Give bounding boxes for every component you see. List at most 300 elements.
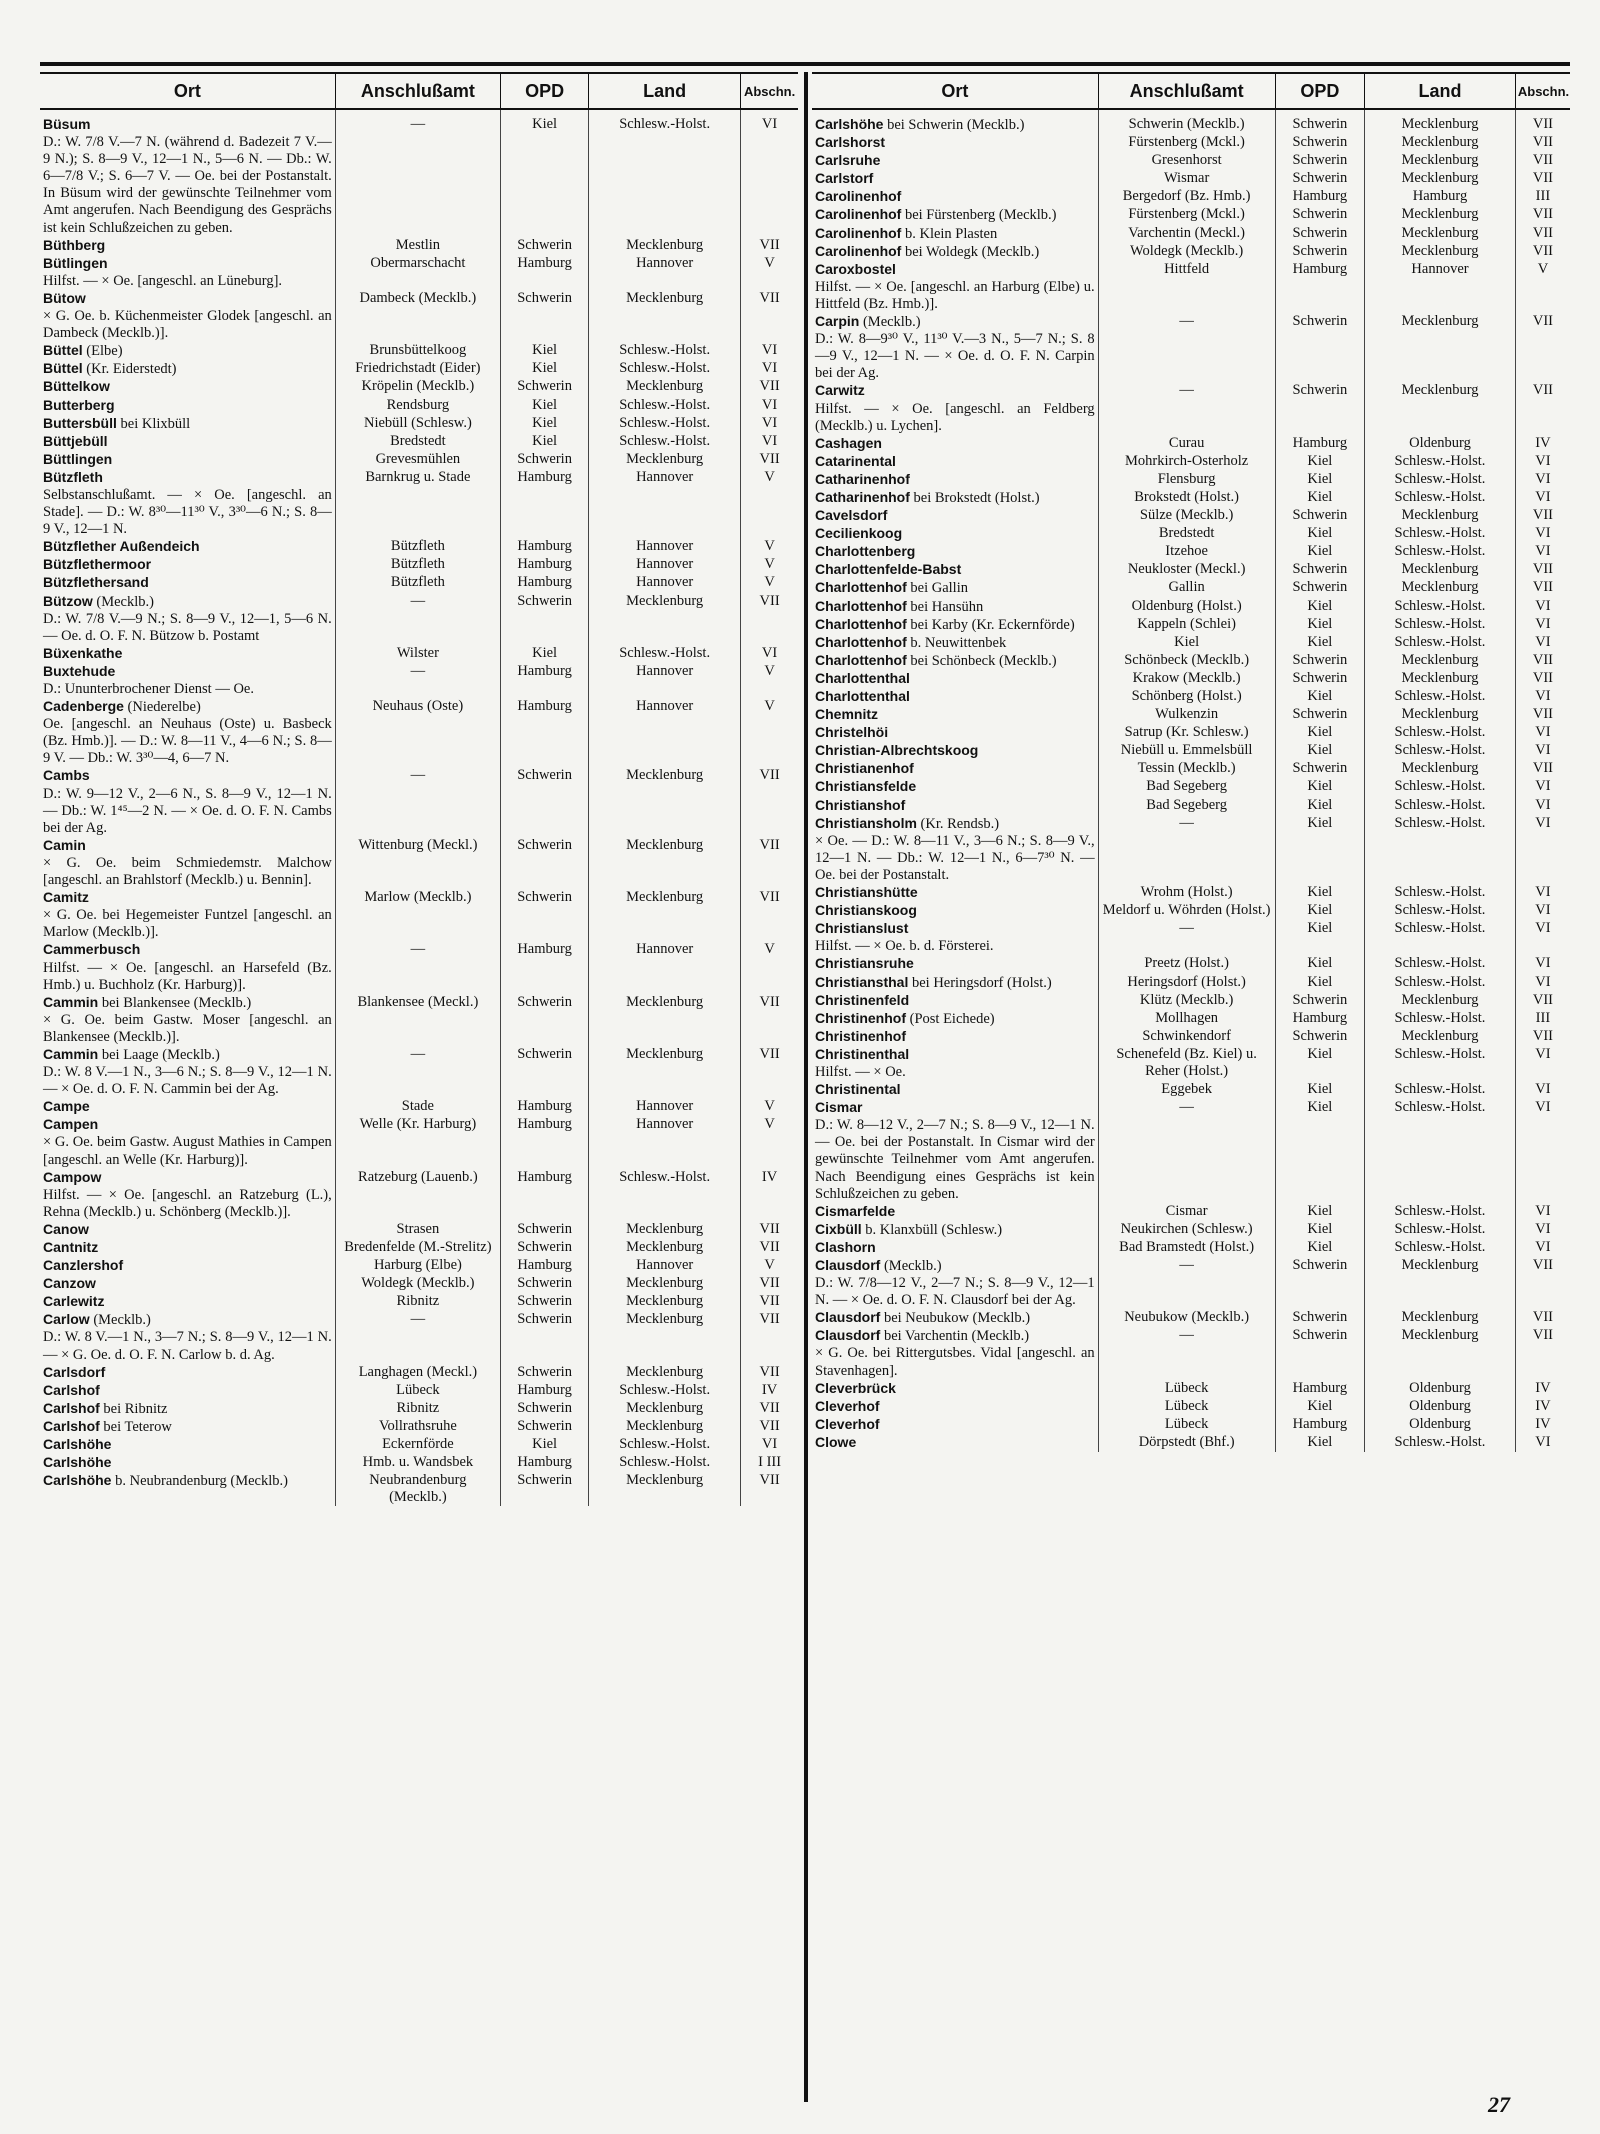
abschn-cell: VI [1515,543,1570,561]
anschlussamt-cell: Schwinkendorf [1098,1028,1275,1046]
ort-cell [40,663,335,698]
ort-cell [812,724,1098,742]
land-cell: Schlesw.-Holst. [589,415,741,433]
ort-cell [40,1382,335,1400]
ort-cell [812,1416,1098,1434]
opd-cell: Kiel [1275,884,1365,902]
anschlussamt-cell: Bad Bramstedt (Holst.) [1098,1239,1275,1257]
abschn-cell: I III [741,1454,798,1472]
land-cell: Schlesw.-Holst. [1365,1046,1516,1081]
land-cell: Mecklenburg [1365,706,1516,724]
land-cell: Schlesw.-Holst. [1365,1010,1516,1028]
land-cell: Hannover [589,1098,741,1116]
place-name: Canzow [43,1275,96,1292]
table-row [812,797,1570,815]
place-suffix: bei Heringsdorf (Holst.) [911,974,1052,991]
land-cell: Mecklenburg [589,593,741,645]
abschn-cell: VI [1515,1099,1570,1203]
land-cell: Hannover [589,698,741,767]
land-cell: Schlesw.-Holst. [1365,1081,1516,1099]
place-details: Hilfst. — × Oe. [angeschl. an Lüneburg]. [43,272,283,289]
ort-cell [812,1046,1098,1081]
ort-cell [812,616,1098,634]
table-row [812,778,1570,796]
abschn-cell: III [1515,188,1570,206]
table-row [812,760,1570,778]
land-cell: Mecklenburg [1365,1327,1516,1379]
abschn-cell: VI [1515,815,1570,884]
land-cell: Mecklenburg [1365,1257,1516,1309]
ort-cell [812,243,1098,261]
abschn-cell: III [1515,1010,1570,1028]
place-name: Cavelsdorf [815,507,888,524]
land-cell: Schlesw.-Holst. [1365,688,1516,706]
ort-cell [812,760,1098,778]
opd-cell: Schwerin [1275,1257,1365,1309]
place-name: Christiansthal [815,973,909,990]
place-name: Carolinenhof [815,224,902,241]
place-name: Catarinental [815,452,896,469]
place-details: × G. Oe. beim Gastw. Moser [angeschl. an Blankensee (Mecklb.)]. [43,1011,332,1045]
place-name: Christiansholm [815,814,917,831]
ort-cell [40,1046,335,1098]
ort-cell [812,920,1098,955]
ort-cell [812,1099,1098,1203]
right-table-body [812,109,1570,1452]
place-name: Christinenfeld [815,991,910,1008]
anschlussamt-cell: Lübeck [1098,1398,1275,1416]
anschlussamt-cell: — [335,663,500,698]
land-cell: Schlesw.-Holst. [1365,815,1516,884]
ort-cell [812,134,1098,152]
abschn-cell: VII [741,889,798,941]
place-name: Christianskoog [815,902,917,919]
anschlussamt-cell: Klütz (Mecklb.) [1098,992,1275,1010]
abschn-cell: VII [1515,382,1570,434]
table-row [812,955,1570,973]
place-details: D.: W. 9—12 V., 2—6 N., S. 8—9 V., 12—1 N. — Db.: W. 1⁴⁵—2 N. — × Oe. d. O. F. N. Cambs bei der Ag. [43,785,332,836]
land-cell: Mecklenburg [1365,670,1516,688]
anschlussamt-cell: Neukirchen (Schlesw.) [1098,1221,1275,1239]
land-cell: Schlesw.-Holst. [1365,598,1516,616]
header-opd: OPD [501,73,589,109]
land-cell: Schlesw.-Holst. [1365,489,1516,507]
opd-cell: Schwerin [501,1364,589,1382]
abschn-cell: VII [1515,170,1570,188]
abschn-cell: VI [1515,453,1570,471]
ort-cell [40,290,335,342]
table-row [40,1046,798,1098]
anschlussamt-cell: Bad Segeberg [1098,778,1275,796]
land-cell: Hannover [589,663,741,698]
opd-cell: Kiel [1275,724,1365,742]
table-row [40,1275,798,1293]
place-details: × G. Oe. beim Gastw. August Mathies in Campen [angeschl. an Welle (Kr. Harburg)]. [43,1134,332,1168]
place-name: Carwitz [815,382,865,399]
abschn-cell: V [741,663,798,698]
place-details: D.: W. 8—9³⁰ V., 11³⁰ V.—3 N., 5—7 N.; S. 8—9 V., 12—1 N. — × Oe. d. O. F. N. Carpin bei der Ag. [815,331,1095,382]
table-row [812,1221,1570,1239]
anschlussamt-cell: — [335,593,500,645]
ort-cell [40,1454,335,1472]
table-row [812,1309,1570,1327]
ort-cell [812,188,1098,206]
anschlussamt-cell: Oldenburg (Holst.) [1098,598,1275,616]
anschlussamt-cell: Marlow (Mecklb.) [335,889,500,941]
place-name: Charlottenhof [815,579,907,596]
ort-cell [812,1327,1098,1379]
table-row [812,471,1570,489]
opd-cell: Hamburg [501,1098,589,1116]
place-name: Carlshof [43,1381,100,1398]
abschn-cell: VI [1515,1081,1570,1099]
abschn-cell: VI [1515,489,1570,507]
place-suffix: b. Neubrandenburg (Mecklb.) [115,1473,288,1490]
opd-cell: Kiel [501,415,589,433]
opd-cell: Schwerin [1275,243,1365,261]
place-name: Büttjebüll [43,432,108,449]
land-cell: Schlesw.-Holst. [1365,974,1516,992]
abschn-cell: V [741,469,798,538]
anschlussamt-cell: Niebüll (Schlesw.) [335,415,500,433]
land-cell: Schlesw.-Holst. [589,360,741,378]
ort-cell [812,598,1098,616]
opd-cell: Kiel [1275,489,1365,507]
place-details: D.: W. 7/8 V.—7 N. (während d. Badezeit 7 V.—9 N.); S. 8—9 V., 12—1 N., 5—6 N. — Db.: W. 6—7/8 V.; S. 6—7 V. — Oe. bei der Postanstalt. In Büsum wird der gewünschte Teilnehmer vom Amt angerufen. Nach Beendigung des Gesprächs ist kein Schlußzeichen zu geben. [43,134,332,236]
place-name: Clashorn [815,1238,876,1255]
table-row [812,634,1570,652]
abschn-cell: VII [1515,706,1570,724]
table-row [812,1046,1570,1081]
abschn-cell: VII [1515,1028,1570,1046]
place-details: × G. Oe. beim Schmiedemstr. Malchow [angeschl. an Brahlstorf (Mecklb.) u. Bennin]. [43,854,332,889]
opd-cell: Schwerin [501,1221,589,1239]
ort-cell [40,360,335,378]
anschlussamt-cell: Heringsdorf (Holst.) [1098,974,1275,992]
place-name: Carlshöhe [43,1472,112,1489]
place-name: Christelhöi [815,724,889,741]
anschlussamt-cell: Wittenburg (Meckl.) [335,837,500,889]
land-cell: Mecklenburg [589,1472,741,1506]
place-name: Clausdorf [815,1309,881,1326]
place-name: Christinenhof [815,1009,906,1026]
anschlussamt-cell: Woldegk (Mecklb.) [335,1275,500,1293]
abschn-cell: VII [741,1400,798,1418]
place-name: Carlshöhe [43,1436,112,1453]
land-cell: Hannover [589,538,741,556]
land-cell: Schlesw.-Holst. [1365,1221,1516,1239]
abschn-cell: VI [741,1436,798,1454]
anschlussamt-cell: Wulkenzin [1098,706,1275,724]
ort-cell [40,698,335,767]
abschn-cell: V [741,255,798,290]
land-cell: Mecklenburg [1365,170,1516,188]
place-name: Cammerbusch [43,941,141,958]
land-cell: Mecklenburg [589,1221,741,1239]
ort-cell [40,1221,335,1239]
table-row [40,1418,798,1436]
ort-cell [812,974,1098,992]
opd-cell: Hamburg [501,538,589,556]
ort-cell [812,1398,1098,1416]
opd-cell: Hamburg [501,574,589,592]
ort-cell [812,152,1098,170]
land-cell: Schlesw.-Holst. [589,109,741,237]
land-cell: Mecklenburg [1365,134,1516,152]
ort-cell [40,645,335,663]
table-row [812,109,1570,134]
place-suffix: (Mecklb.) [883,1258,942,1274]
place-name: Büttlingen [43,450,113,467]
land-cell: Mecklenburg [1365,225,1516,243]
header-opd: OPD [1275,73,1365,109]
abschn-cell: VII [1515,109,1570,134]
ort-cell [812,688,1098,706]
opd-cell: Schwerin [1275,313,1365,382]
ort-cell [812,435,1098,453]
abschn-cell: V [741,1098,798,1116]
ort-cell [40,767,335,836]
ort-cell [812,1081,1098,1099]
ort-cell [40,451,335,469]
abschn-cell: VII [741,1046,798,1098]
ort-cell [40,1418,335,1436]
abschn-cell: V [741,574,798,592]
table-row [40,469,798,538]
place-name: Cismar [815,1099,863,1116]
land-cell: Mecklenburg [589,1418,741,1436]
abschn-cell: V [1515,261,1570,313]
land-cell: Mecklenburg [589,1364,741,1382]
opd-cell: Schwerin [1275,760,1365,778]
place-details: × G. Oe. b. Küchenmeister Glodek [angeschl. an Dambeck (Mecklb.)]. [43,308,332,342]
place-suffix: bei Gallin [910,580,968,597]
ort-cell [40,574,335,592]
ort-cell [812,543,1098,561]
left-table-body [40,109,798,1506]
ort-cell [812,1309,1098,1327]
left-column [40,72,798,1506]
ort-cell [40,538,335,556]
abschn-cell: VII [1515,507,1570,525]
place-name: Cixbüll [815,1220,862,1237]
land-cell: Schlesw.-Holst. [1365,471,1516,489]
abschn-cell: IV [1515,1416,1570,1434]
abschn-cell: VII [1515,1257,1570,1309]
abschn-cell: V [741,1116,798,1168]
place-name: Büxenkathe [43,644,123,661]
ort-cell [40,1311,335,1363]
place-name: Carlshöhe [815,116,884,132]
table-row [40,663,798,698]
opd-cell: Schwerin [1275,225,1365,243]
anschlussamt-cell: Bredstedt [335,433,500,451]
abschn-cell: VI [1515,1046,1570,1081]
table-row [40,994,798,1046]
ort-cell [812,1257,1098,1309]
place-suffix: (Niederelbe) [127,699,201,716]
header-anschlussamt: Anschlußamt [1098,73,1275,109]
abschn-cell: IV [1515,435,1570,453]
land-cell: Mecklenburg [589,1293,741,1311]
land-cell: Schlesw.-Holst. [1365,797,1516,815]
table-row [40,1257,798,1275]
anschlussamt-cell: Barnkrug u. Stade [335,469,500,538]
table-row [40,1221,798,1239]
ort-cell [40,469,335,538]
place-name: Christian-Albrechtskoog [815,742,979,759]
land-cell: Mecklenburg [1365,382,1516,434]
opd-cell: Schwerin [501,1311,589,1363]
table-row [812,815,1570,884]
land-cell: Mecklenburg [589,837,741,889]
abschn-cell: VII [1515,134,1570,152]
table-row [40,1382,798,1400]
anschlussamt-cell: Niebüll u. Emmelsbüll [1098,742,1275,760]
opd-cell: Hamburg [501,1116,589,1168]
place-suffix: bei Laage (Mecklb.) [101,1046,220,1063]
table-row [40,1400,798,1418]
ort-cell [40,1364,335,1382]
place-details: Hilfst. — × Oe. [angeschl. an Feldberg (Mecklb.) u. Lychen]. [815,400,1095,434]
abschn-cell: VII [741,451,798,469]
anschlussamt-cell: — [1098,920,1275,955]
place-suffix: b. Klanxbüll (Schlesw.) [865,1221,1003,1238]
opd-cell: Hamburg [501,469,589,538]
anschlussamt-cell: Satrup (Kr. Schlesw.) [1098,724,1275,742]
ort-cell [40,1293,335,1311]
opd-cell: Hamburg [1275,1416,1365,1434]
table-row [40,1436,798,1454]
land-cell: Mecklenburg [589,1275,741,1293]
anschlussamt-cell: Schönberg (Holst.) [1098,688,1275,706]
opd-cell: Schwerin [501,889,589,941]
land-cell: Hannover [589,469,741,538]
anschlussamt-cell: Lübeck [1098,1380,1275,1398]
land-cell: Mecklenburg [1365,152,1516,170]
opd-cell: Kiel [1275,1398,1365,1416]
abschn-cell: VI [1515,955,1570,973]
land-cell: Mecklenburg [1365,760,1516,778]
table-row [812,992,1570,1010]
abschn-cell: VI [741,109,798,237]
table-row [812,1203,1570,1221]
anschlussamt-cell: — [335,941,500,993]
opd-cell: Kiel [1275,525,1365,543]
opd-cell: Schwerin [1275,670,1365,688]
opd-cell: Schwerin [501,290,589,342]
place-name: Charlottenfelde-Babst [815,561,962,578]
place-name: Carolinenhof [815,188,902,205]
table-row [812,453,1570,471]
land-cell: Mecklenburg [1365,313,1516,382]
opd-cell: Kiel [1275,742,1365,760]
land-cell: Mecklenburg [1365,243,1516,261]
table-row [812,313,1570,382]
opd-cell: Kiel [1275,974,1365,992]
land-cell: Schlesw.-Holst. [1365,1239,1516,1257]
place-name: Cismarfelde [815,1202,896,1219]
opd-cell: Schwerin [501,837,589,889]
ort-cell [812,902,1098,920]
place-name: Charlottenthal [815,688,910,704]
anschlussamt-cell: Schenefeld (Bz. Kiel) u. Reher (Holst.) [1098,1046,1275,1081]
anschlussamt-cell: Schönbeck (Mecklb.) [1098,652,1275,670]
table-row [812,206,1570,224]
land-cell: Oldenburg [1365,1398,1516,1416]
anschlussamt-cell: Bützfleth [335,574,500,592]
table-row [812,724,1570,742]
abschn-cell: VI [1515,1239,1570,1257]
land-cell: Schlesw.-Holst. [589,645,741,663]
opd-cell: Schwerin [501,767,589,836]
table-row [40,360,798,378]
land-cell: Schlesw.-Holst. [1365,1203,1516,1221]
table-row [40,556,798,574]
opd-cell: Kiel [1275,634,1365,652]
table-row [40,1293,798,1311]
ort-cell [812,1203,1098,1221]
place-details: Hilfst. — × Oe. [angeschl. an Ratzeburg (L.), Rehna (Mecklb.) u. Schönberg (Mecklb.)]. [43,1186,332,1220]
ort-cell [812,706,1098,724]
abschn-cell: VII [1515,313,1570,382]
opd-cell: Schwerin [1275,1309,1365,1327]
place-details: Selbstanschlußamt. — × Oe. [angeschl. an Stade]. — D.: W. 8³⁰—11³⁰ V., 3³⁰—6 N.; S. 8—9 V., 12—1 N. [43,486,332,538]
table-row [40,1311,798,1363]
table-row [812,507,1570,525]
land-cell: Hannover [1365,261,1516,313]
place-name: Charlottenhof [815,651,907,668]
place-details: Hilfst. — × Oe. b. d. Försterei. [815,938,994,955]
table-row [40,1472,798,1506]
abschn-cell: VI [1515,884,1570,902]
opd-cell: Kiel [501,433,589,451]
table-row [812,188,1570,206]
anschlussamt-cell: Wilster [335,645,500,663]
opd-cell: Kiel [1275,688,1365,706]
land-cell: Oldenburg [1365,1380,1516,1398]
table-row [40,255,798,290]
place-suffix: (Post Eichede) [909,1010,995,1027]
anschlussamt-cell: Stade [335,1098,500,1116]
table-row [812,561,1570,579]
anschlussamt-cell: — [1098,382,1275,434]
place-name: Carlshöhe [43,1454,112,1471]
ort-cell [40,1098,335,1116]
land-cell: Schlesw.-Holst. [1365,955,1516,973]
place-suffix: bei Neubukow (Mecklb.) [883,1310,1031,1327]
anschlussamt-cell: Ribnitz [335,1293,500,1311]
table-row [812,1380,1570,1398]
table-row [40,538,798,556]
place-name: Büttelkow [43,378,110,395]
abschn-cell: VII [741,237,798,255]
place-name: Campen [43,1116,99,1133]
abschn-cell: IV [1515,1380,1570,1398]
opd-cell: Schwerin [501,451,589,469]
table-row [40,1239,798,1257]
opd-cell: Kiel [1275,471,1365,489]
place-name: Christiansruhe [815,955,914,972]
table-row [812,1099,1570,1203]
anschlussamt-cell: Kappeln (Schlei) [1098,616,1275,634]
opd-cell: Kiel [1275,955,1365,973]
page-number: 27 [1488,2092,1510,2117]
place-details: × Oe. — D.: W. 8—11 V., 3—6 N.; S. 8—9 V., 12—1 N. — Db.: W. 12—1 N., 6—7³⁰ N. — Oe. bei der Postanstalt. [815,832,1095,883]
opd-cell: Kiel [1275,815,1365,884]
opd-cell: Kiel [1275,797,1365,815]
table-row [812,525,1570,543]
